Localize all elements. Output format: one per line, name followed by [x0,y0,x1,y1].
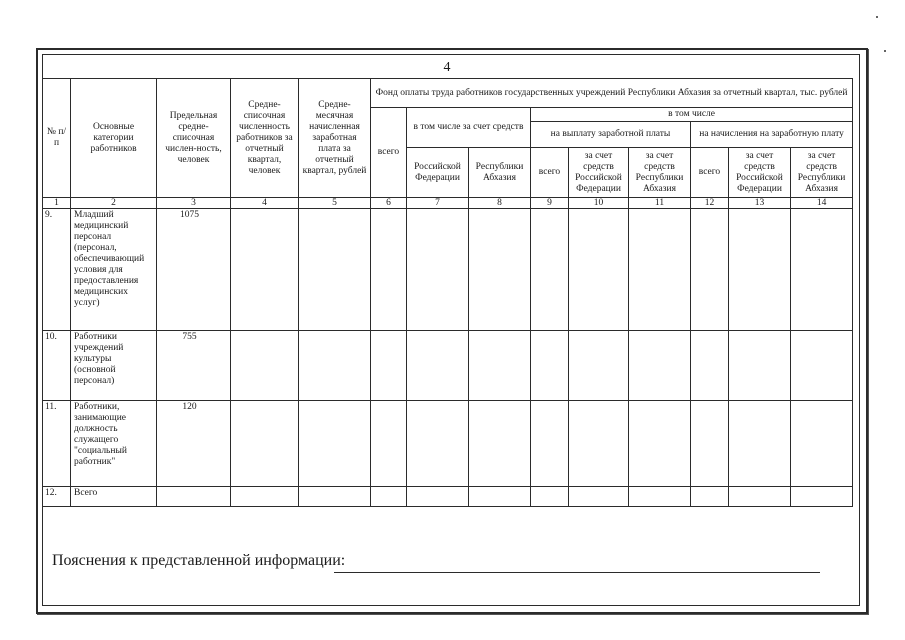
header-fund-total: всего [371,108,407,198]
row-category: Работники, занимающие должность служащего "социальный работник" [71,401,157,487]
table-cell [729,487,791,507]
row-limit-headcount: 1075 [157,209,231,331]
table-cell [231,487,299,507]
header-source-rf: Российской Федерации [407,148,469,198]
table-cell [407,209,469,331]
row-category: Всего [71,487,157,507]
table-cell [407,401,469,487]
column-number: 13 [729,198,791,209]
table-cell [299,331,371,401]
column-numbers-row [43,198,853,209]
table-cell [299,401,371,487]
row-number: 9. [43,209,71,331]
table-cell [371,209,407,331]
table-cell [791,331,853,401]
table-cell [791,401,853,487]
table-cell [791,209,853,331]
header-accr-ra: за счет средств Республики Абхазия [791,148,853,198]
header-category: Основные категории работников [71,79,157,198]
header-number: № п/п [43,79,71,198]
column-number: 7 [407,198,469,209]
table-row [43,331,853,401]
table-cell [231,209,299,331]
table-cell [469,209,531,331]
table-cell [691,487,729,507]
header-incl-sources: в том числе за счет средств [407,108,531,148]
row-limit-headcount: 755 [157,331,231,401]
column-number: 9 [531,198,569,209]
table-cell [629,331,691,401]
header-pay-total: всего [531,148,569,198]
row-limit-headcount [157,487,231,507]
table-cell [469,331,531,401]
table-cell [299,209,371,331]
table-cell [231,331,299,401]
column-number: 14 [791,198,853,209]
header-accr-rf: за счет средств Российской Федерации [729,148,791,198]
scan-speck [884,50,886,52]
header-pay-ra: за счет средств Республики Абхазия [629,148,691,198]
table-cell [629,401,691,487]
column-number: 11 [629,198,691,209]
header-wage-fund: Фонд оплаты труда работников государственных учреждений Республики Абхазия за отчетный квартал, тыс. рублей [371,79,853,108]
table-cell [531,401,569,487]
table-cell [691,401,729,487]
row-number: 12. [43,487,71,507]
table-cell [531,331,569,401]
header-limit-headcount: Предельная средне-списочная числен-ность, человек [157,79,231,198]
header-pay: на выплату заработной платы [531,122,691,148]
column-number: 5 [299,198,371,209]
table-cell [469,401,531,487]
header-accruals: на начисления на заработную плату [691,122,853,148]
column-number: 3 [157,198,231,209]
column-number: 8 [469,198,531,209]
table-row [43,401,853,487]
header-avg-headcount: Средне-списочная численность работников за отчетный квартал, человек [231,79,299,198]
table-cell [629,209,691,331]
row-category: Работники учреждений культуры (основной персонал) [71,331,157,401]
table-cell [371,401,407,487]
column-number: 10 [569,198,629,209]
table-cell [569,487,629,507]
report-table [42,78,853,507]
table-cell [691,209,729,331]
table-row [43,487,853,507]
table-cell [569,331,629,401]
table-cell [407,487,469,507]
header-incl: в том числе [531,108,853,122]
column-number: 6 [371,198,407,209]
row-category: Младший медицинский персонал (персонал, обеспечивающий условия для предоставления медицинских услуг) [71,209,157,331]
table-cell [531,487,569,507]
table-row [43,209,853,331]
table-cell [569,209,629,331]
table-cell [791,487,853,507]
row-number: 10. [43,331,71,401]
table-cell [469,487,531,507]
table-cell [629,487,691,507]
table-cell [729,331,791,401]
column-number: 2 [71,198,157,209]
table-cell [729,401,791,487]
notes-label: Пояснения к представленной информации: [52,552,346,569]
header-source-ra: Республики Абхазия [469,148,531,198]
header-pay-rf: за счет средств Российской Федерации [569,148,629,198]
table-cell [569,401,629,487]
table-cell [729,209,791,331]
column-number: 12 [691,198,729,209]
header-avg-salary: Средне-месячная начисленная заработная плата за отчетный квартал, рублей [299,79,371,198]
header-accr-total: всего [691,148,729,198]
table-cell [231,401,299,487]
table-cell [531,209,569,331]
row-limit-headcount: 120 [157,401,231,487]
column-number: 4 [231,198,299,209]
notes-underline [334,572,820,573]
table-cell [691,331,729,401]
table-cell [299,487,371,507]
scan-speck [876,16,878,18]
table-cell [371,331,407,401]
column-number: 1 [43,198,71,209]
page-number: 4 [443,60,451,75]
table-cell [371,487,407,507]
row-number: 11. [43,401,71,487]
table-cell [407,331,469,401]
